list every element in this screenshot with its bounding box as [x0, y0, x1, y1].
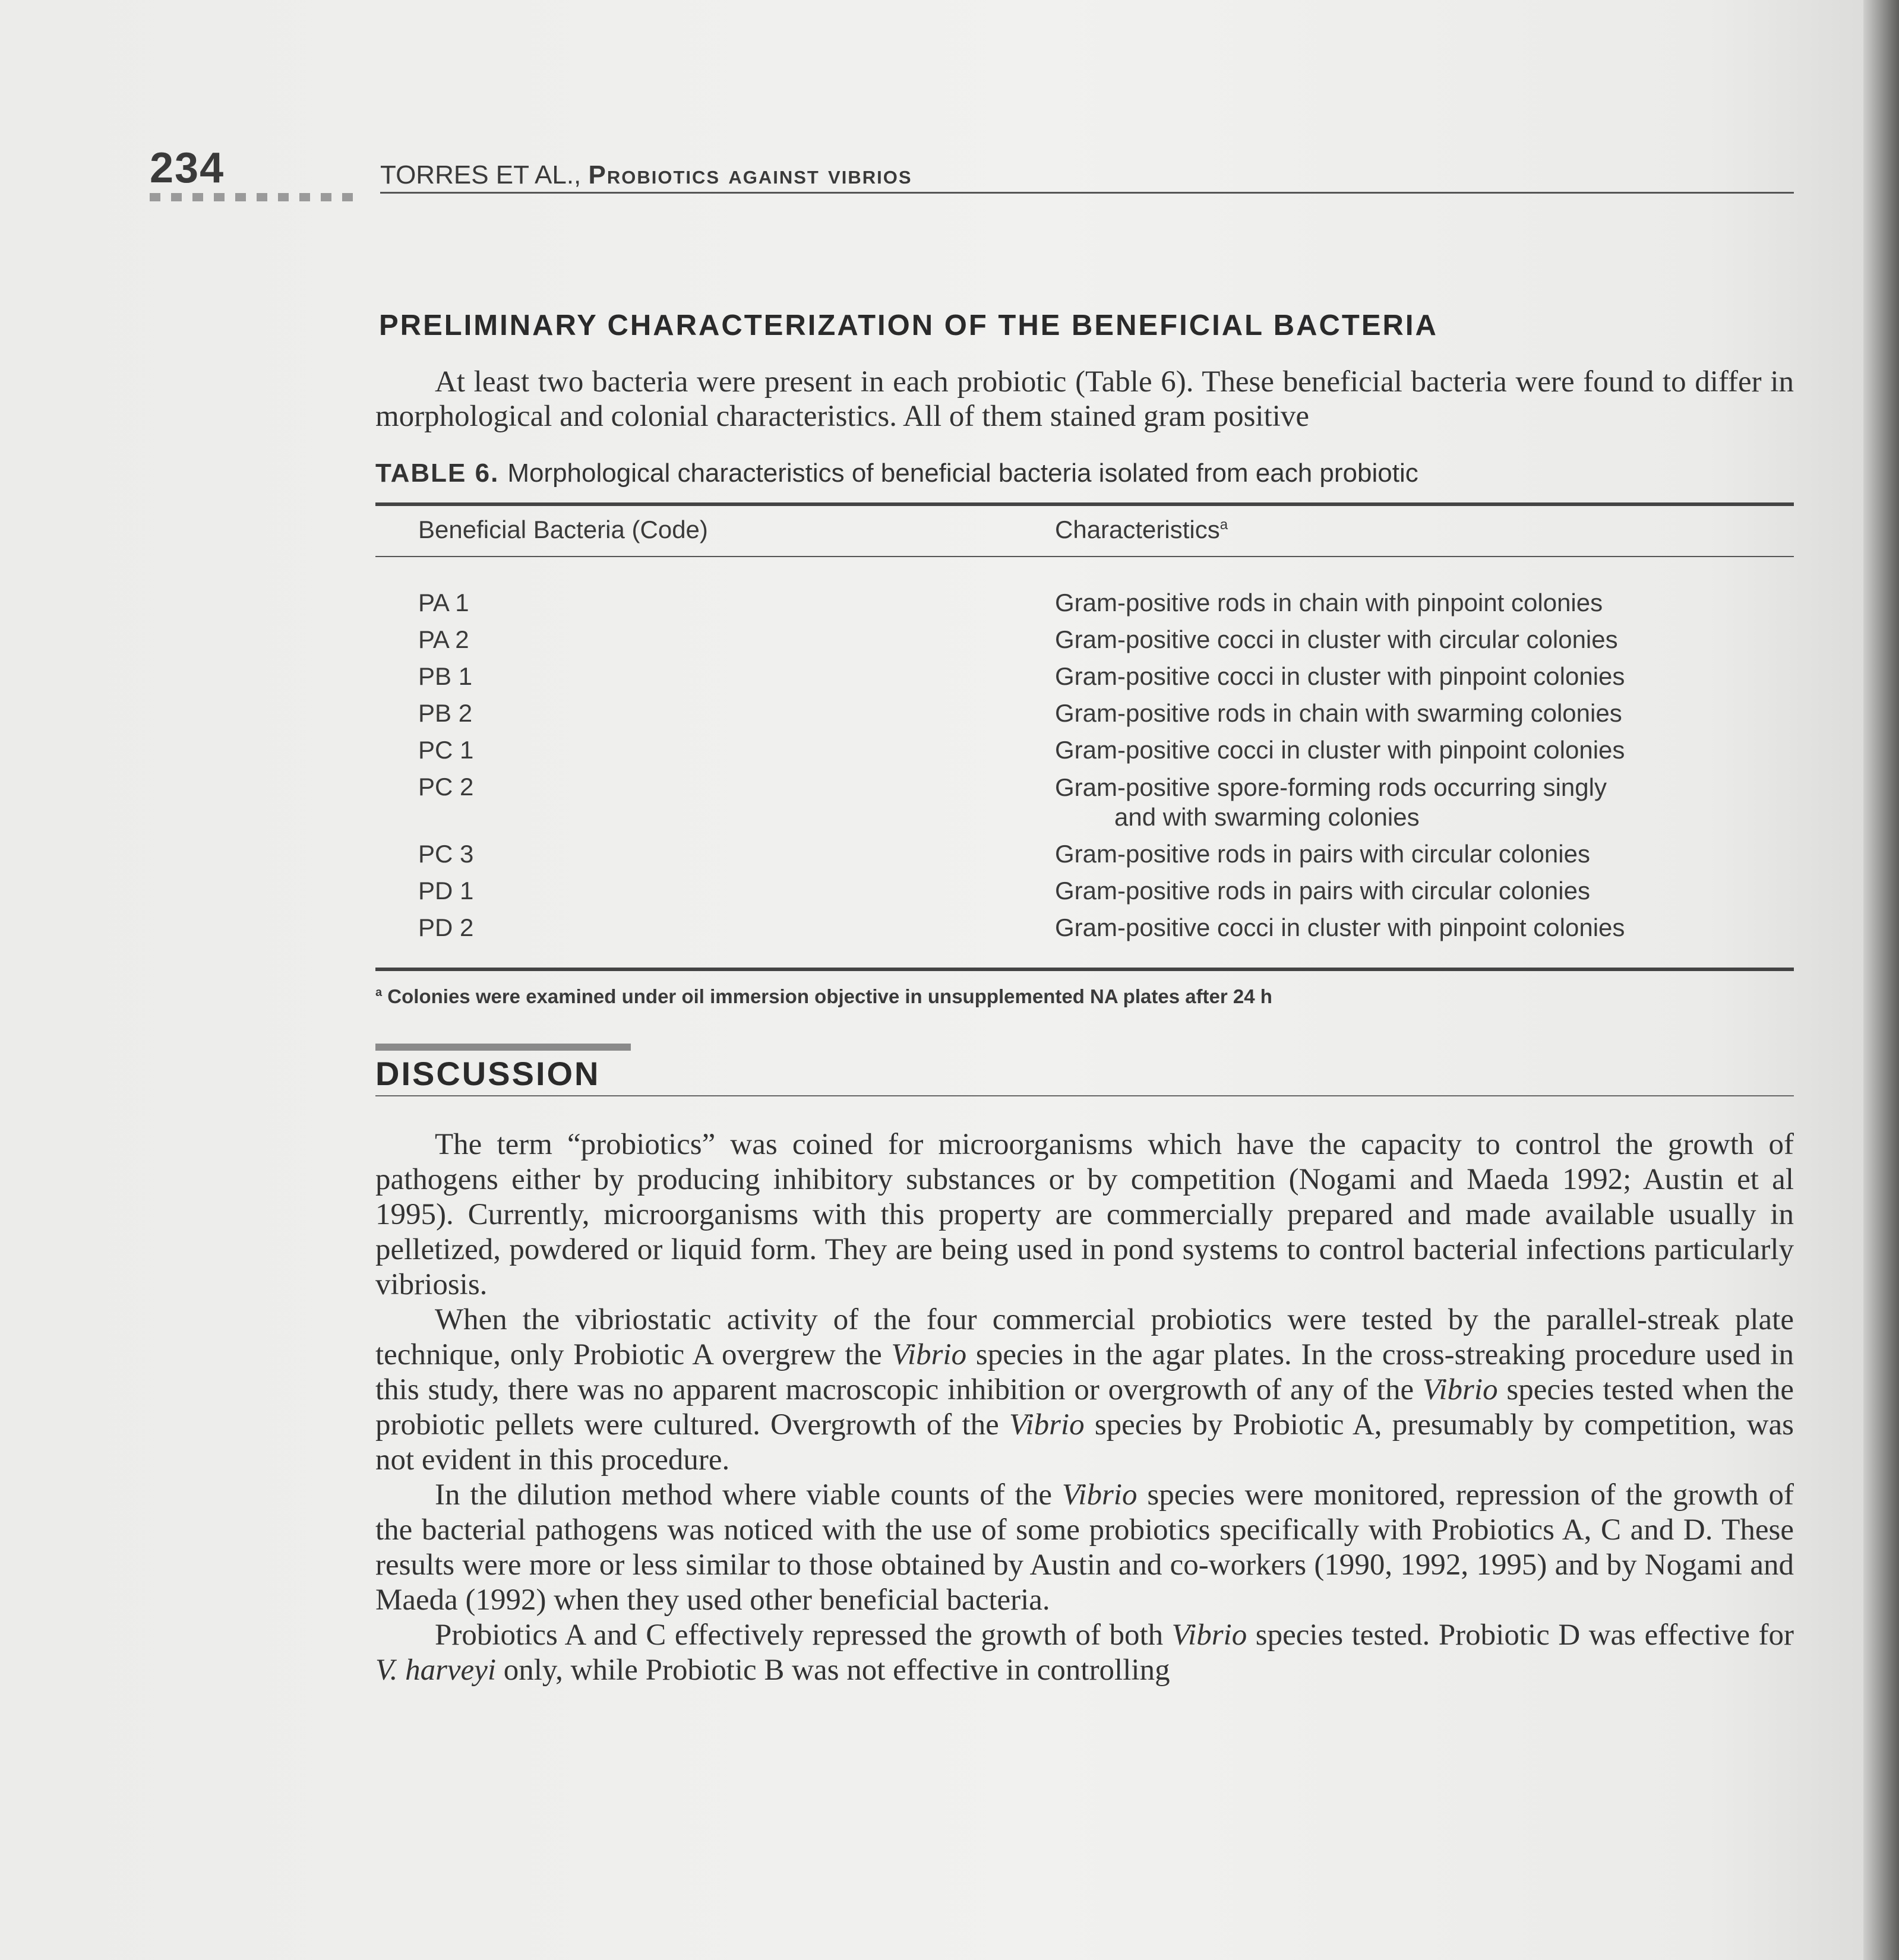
table-row [375, 557, 1794, 621]
table-footnote: $^a$ Colonies were examined under oil immersion objective in unsupplemented NA plates after 24 h [375, 985, 1272, 1007]
bacteria-code: PA 1 [418, 589, 469, 617]
table-row [375, 658, 1794, 695]
bacteria-characteristics: Gram-positive cocci in cluster with pinpoint colonies [1055, 913, 1625, 941]
running-head-title: Probiotics against vibrios [588, 160, 912, 189]
bacteria-code: PB 1 [418, 662, 473, 690]
bacteria-characteristics: Gram-positive rods in pairs with circular colonies [1055, 840, 1590, 868]
bacteria-code: PC 1 [418, 736, 474, 764]
discussion-heading: DISCUSSION [375, 1055, 601, 1092]
book-spine-shadow [1863, 0, 1899, 1960]
discussion-rule [375, 1095, 1794, 1096]
bacteria-code: PD 2 [418, 913, 474, 941]
bacteria-characteristics-continued: and with swarming colonies [1114, 803, 1420, 831]
page-body [375, 309, 1794, 1688]
table-caption-text: Morphological characteristics of beneficial bacteria isolated from each probiotic [507, 459, 1418, 488]
bacteria-characteristics: Gram-positive cocci in cluster with circular colonies [1055, 625, 1618, 653]
bacteria-code: PC 3 [418, 840, 474, 868]
table-row [375, 621, 1794, 658]
bacteria-characteristics: Gram-positive cocci in cluster with pinpoint colonies [1055, 662, 1625, 690]
table-row [375, 695, 1794, 732]
column-header-characteristics: Characteristics$^a$ [1055, 516, 1228, 543]
table-row [375, 872, 1794, 909]
running-head [380, 160, 912, 190]
table-caption [375, 459, 1794, 488]
column-header-code: Beneficial Bacteria (Code) [418, 516, 708, 543]
bacteria-characteristics: Gram-positive rods in chain with swarming colonies [1055, 699, 1622, 727]
bacteria-characteristics: Gram-positive cocci in cluster with pinpoint colonies [1055, 736, 1625, 764]
bacteria-code: PA 2 [418, 625, 469, 653]
footnote-marker: a [1219, 517, 1228, 533]
section-heading: PRELIMINARY CHARACTERIZATION OF THE BENEFICIAL BACTERIA [379, 309, 1438, 342]
bacteria-code: PC 2 [418, 773, 474, 801]
discussion-paragraph-3: In the dilution method where viable counts of the Vibrio species were monitored, repression of the growth of the bacterial pathogens was noticed with the use of some probiotics specifically with Probiotics A, C and D. These results were more or less similar to those obtained by Austin and co-workers (1990, 1992, 1995) and by Nogami and Maeda (1992) when they used other beneficial bacteria. [375, 1478, 1794, 1617]
table-row [375, 836, 1794, 872]
bacteria-code: PD 1 [418, 877, 474, 905]
table-row [375, 732, 1794, 769]
discussion-paragraph-4: Probiotics A and C effectively repressed the growth of both Vibrio species tested. Probiotic D was effective for V. harveyi only, while Probiotic B was not effective in controlling [375, 1618, 1794, 1687]
table-bottom-rule [375, 968, 1794, 971]
morphology-table [375, 506, 1794, 968]
bacteria-code: PB 2 [418, 699, 473, 727]
bacteria-characteristics: Gram-positive rods in chain with pinpoint colonies [1055, 589, 1603, 617]
discussion-paragraph-2: When the vibriostatic activity of the four commercial probiotics were tested by the parallel-streak plate technique, only Probiotic A overgrew the Vibrio species in the agar plates. In the cross-streaking procedure used in this study, there was no apparent macroscopic inhibition or overgrowth of any of the Vibrio species tested when the probiotic pellets were cultured. Overgrowth of the Vibrio species by Probiotic A, presumably by competition, was not evident in this procedure. [375, 1303, 1794, 1477]
discussion-paragraph-1: The term “probiotics” was coined for microorganisms which have the capacity to control the growth of pathogens either by producing inhibitory substances or by competition (Nogami and Maeda 1992; Austin et al 1995). Currently, microorganisms with this property are commercially prepared and made available usually in pelletized, powdered or liquid form. They are being used in pond systems to control bacterial infections particularly vibriosis. [375, 1128, 1794, 1301]
discussion-overline [375, 1044, 631, 1051]
header-rule [380, 192, 1794, 194]
table-row [375, 909, 1794, 968]
bacteria-characteristics: Gram-positive rods in pairs with circular colonies [1055, 877, 1590, 905]
section-paragraph: At least two bacteria were present in each probiotic (Table 6). These beneficial bacteria were found to differ in morphological and colonial characteristics. All of them stained gram positive [375, 365, 1794, 433]
bacteria-characteristics: Gram-positive spore-forming rods occurring singly and with swarming colonies [1012, 769, 1794, 836]
table-label: TABLE 6. [375, 459, 500, 488]
running-head-author: TORRES ET AL., [380, 160, 582, 189]
table-header-row [375, 506, 1794, 556]
page-number-dots [150, 193, 353, 201]
table-row [375, 769, 1794, 836]
page-number: 234 [150, 144, 225, 192]
